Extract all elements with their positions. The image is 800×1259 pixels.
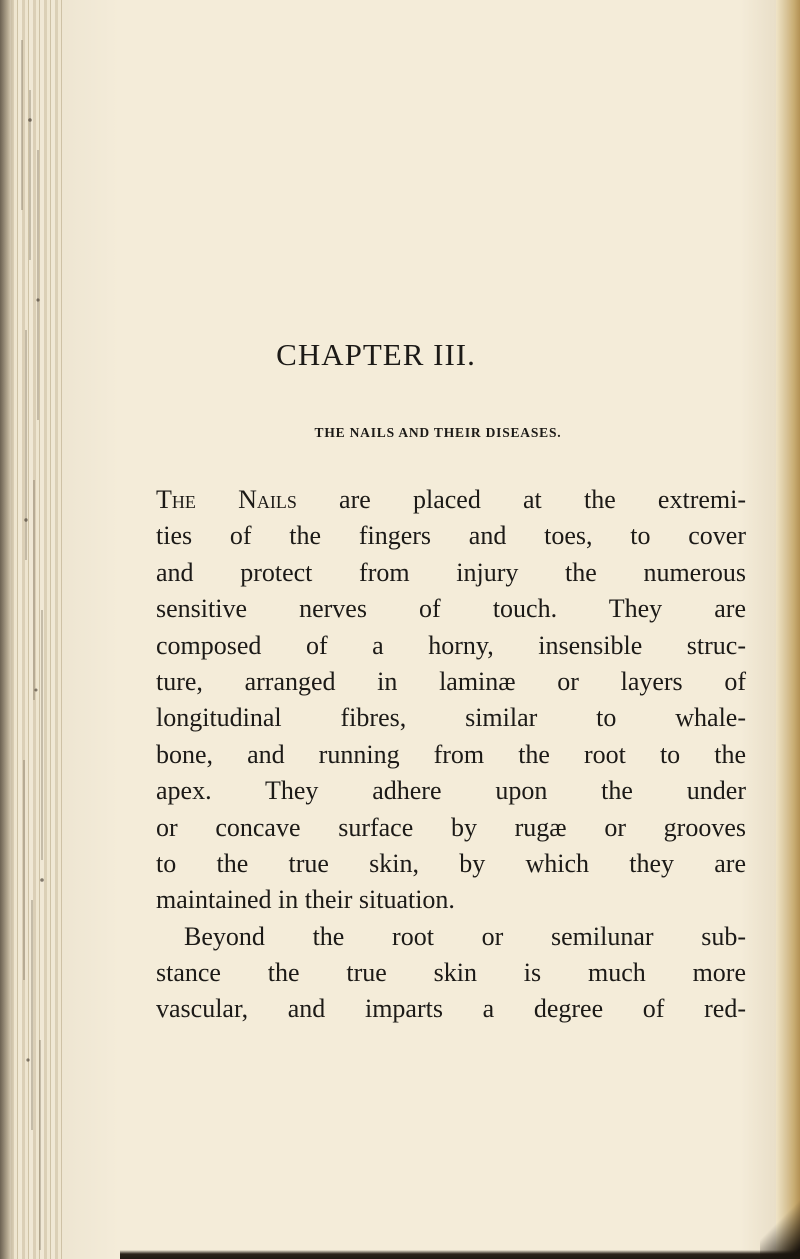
text-line: ties of the fingers and toes, to cover (156, 521, 746, 551)
text-line: stance the true skin is much more (156, 958, 746, 988)
text-line: composed of a horny, insensible struc- (156, 630, 746, 660)
text-line: ture, arranged in laminæ or layers of (156, 666, 746, 696)
text-line: and protect from injury the numerous (156, 557, 746, 587)
chapter-heading: CHAPTER III. (276, 337, 476, 372)
text-line: longitudinal fibres, similar to whale- (156, 703, 746, 733)
bottom-corner-shadow (760, 1200, 800, 1259)
text-line: to the true skin, by which they are (156, 848, 746, 878)
text-line: Beyond the root or semilunar sub- (184, 921, 746, 951)
right-page-edge (776, 0, 800, 1259)
chapter-body-text (156, 482, 746, 1028)
text-line: sensitive nerves of touch. They are (156, 594, 746, 624)
bottom-page-edge (120, 1250, 800, 1259)
chapter-subtitle: THE NAILS AND THEIR DISEASES. (314, 425, 562, 440)
text-line: maintained in their situation. (156, 885, 455, 915)
text-line: apex. They adhere upon the under (156, 776, 746, 806)
text-line: bone, and running from the root to the (156, 739, 746, 769)
text-line: or concave surface by rugæ or grooves (156, 812, 746, 842)
binding-shadow (0, 0, 14, 1259)
binding-thread-marks (18, 0, 58, 1259)
text-line: vascular, and imparts a degree of red- (156, 994, 746, 1024)
text-line (156, 482, 746, 518)
lead-line-rest: are placed at the extremi- (296, 485, 746, 514)
lead-words: The Nails (156, 485, 297, 514)
